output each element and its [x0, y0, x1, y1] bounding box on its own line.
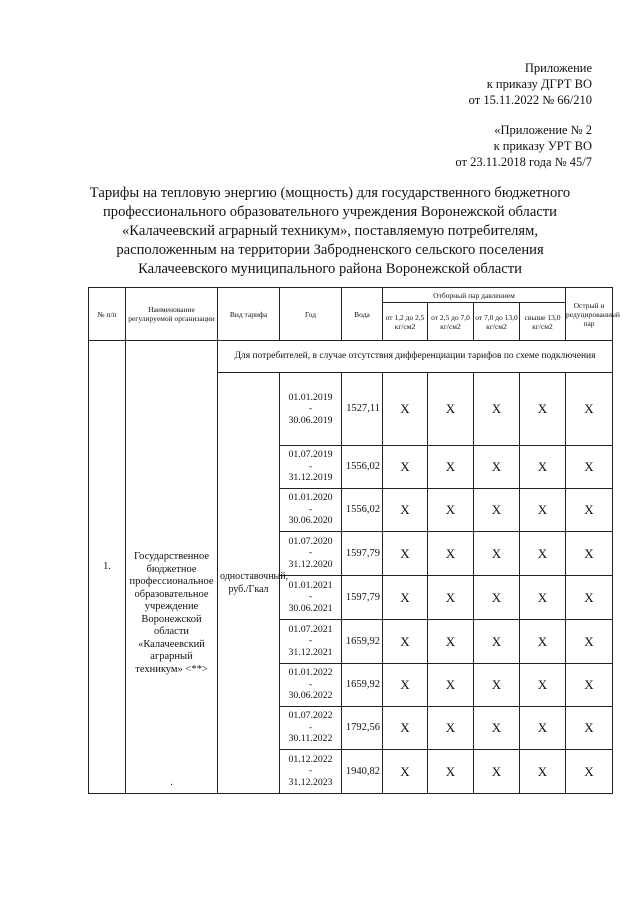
not-applicable-mark: Х — [566, 575, 613, 619]
not-applicable-mark: Х — [383, 706, 428, 749]
water-tariff-value: 1597,79 — [342, 575, 383, 619]
not-applicable-mark: Х — [428, 373, 474, 446]
header-pressure-2: от 2,5 до 7,0 кг/см2 — [428, 303, 474, 341]
not-applicable-mark: Х — [428, 619, 474, 663]
title-line-4: расположенным на территории Забродненского сельского поселения — [116, 242, 544, 258]
previous-appendix-line-3: от 23.11.2018 года № 45/7 — [455, 155, 592, 169]
period-from: 01.07.2019 — [288, 449, 333, 461]
period-to: 31.12.2019 — [288, 472, 333, 484]
period-cell — [280, 373, 342, 446]
not-applicable-mark: Х — [566, 619, 613, 663]
period-from: 01.07.2022 — [288, 710, 333, 722]
previous-appendix-header — [455, 122, 592, 170]
not-applicable-mark: Х — [520, 749, 566, 793]
period-to: 31.12.2021 — [288, 646, 333, 658]
not-applicable-mark: Х — [474, 531, 520, 575]
not-applicable-mark: Х — [566, 445, 613, 488]
not-applicable-mark: Х — [428, 531, 474, 575]
document-title — [70, 184, 590, 279]
title-line-5: Калачеевского муниципального района Воронежской области — [138, 261, 522, 277]
header-organization: Наименование регулируемой организации — [126, 288, 218, 341]
period-cell — [280, 531, 342, 575]
header-num: № п/п — [89, 288, 126, 341]
header-year: Год — [280, 288, 342, 341]
header-sharp-steam: Острый и редуцированный пар — [566, 288, 613, 341]
period-from: 01.01.2020 — [288, 492, 333, 504]
not-applicable-mark: Х — [520, 575, 566, 619]
period-from: 01.12.2022 — [288, 753, 333, 765]
water-tariff-value: 1527,11 — [342, 373, 383, 446]
stray-mark: · — [169, 780, 174, 791]
not-applicable-mark: Х — [566, 488, 613, 531]
period-from: 01.07.2021 — [288, 623, 333, 635]
not-applicable-mark: Х — [383, 531, 428, 575]
organization-name-text: Государственное бюджетное профессиональное образовательное учреждение Воронежской области «Калачеевский аграрный техникум» <**> — [129, 551, 214, 675]
not-applicable-mark: Х — [520, 445, 566, 488]
appendix-line-1: Приложение — [524, 61, 592, 75]
period-dash: - — [308, 635, 313, 647]
title-line-3: «Калачеевский аграрный техникум», поставляемую потребителям, — [121, 223, 538, 239]
organization-name — [126, 341, 218, 794]
header-pressure-4: свыше 13,0 кг/см2 — [520, 303, 566, 341]
not-applicable-mark: Х — [566, 531, 613, 575]
header-tariff-type: Вид тарифа — [218, 288, 280, 341]
period-to: 31.12.2020 — [288, 558, 333, 570]
appendix-header — [469, 60, 592, 108]
not-applicable-mark: Х — [566, 663, 613, 706]
water-tariff-value: 1792,56 — [342, 706, 383, 749]
period-from: 01.01.2019 — [288, 391, 333, 403]
period-cell — [280, 706, 342, 749]
period-dash: - — [308, 591, 313, 603]
period-dash: - — [308, 403, 313, 414]
title-line-1: Тарифы на тепловую энергию (мощность) для государственного бюджетного — [89, 185, 571, 201]
period-from: 01.01.2022 — [288, 667, 333, 679]
not-applicable-mark: Х — [383, 445, 428, 488]
consumer-subheader: Для потребителей, в случае отсутствия дифференциации тарифов по схеме подключения — [218, 341, 613, 373]
period-cell — [280, 445, 342, 488]
not-applicable-mark: Х — [383, 663, 428, 706]
period-to: 30.06.2021 — [288, 602, 333, 614]
not-applicable-mark: Х — [474, 706, 520, 749]
not-applicable-mark: Х — [474, 619, 520, 663]
period-cell — [280, 663, 342, 706]
title-line-2: профессионального образовательного учреждения Воронежской области — [102, 204, 557, 220]
period-to: 30.06.2022 — [288, 690, 333, 702]
period-dash: - — [308, 503, 313, 515]
period-to: 30.06.2019 — [288, 414, 333, 426]
not-applicable-mark: Х — [474, 488, 520, 531]
not-applicable-mark: Х — [383, 373, 428, 446]
period-dash: - — [308, 678, 313, 690]
not-applicable-mark: Х — [383, 575, 428, 619]
not-applicable-mark: Х — [428, 445, 474, 488]
header-pressure-3: от 7,0 до 13,0 кг/см2 — [474, 303, 520, 341]
not-applicable-mark: Х — [520, 663, 566, 706]
not-applicable-mark: Х — [428, 706, 474, 749]
not-applicable-mark: Х — [474, 663, 520, 706]
period-cell — [280, 749, 342, 793]
not-applicable-mark: Х — [566, 749, 613, 793]
header-water: Вода — [342, 288, 383, 341]
not-applicable-mark: Х — [474, 445, 520, 488]
water-tariff-value: 1597,79 — [342, 531, 383, 575]
period-cell — [280, 619, 342, 663]
not-applicable-mark: Х — [383, 619, 428, 663]
tariff-type-cell: одноставочный, руб./Гкал — [218, 373, 280, 794]
appendix-line-2: к приказу ДГРТ ВО — [486, 77, 592, 91]
not-applicable-mark: Х — [520, 531, 566, 575]
water-tariff-value: 1556,02 — [342, 488, 383, 531]
not-applicable-mark: Х — [520, 373, 566, 446]
period-cell — [280, 488, 342, 531]
period-from: 01.01.2021 — [288, 579, 333, 591]
not-applicable-mark: Х — [566, 706, 613, 749]
period-dash: - — [308, 765, 313, 777]
not-applicable-mark: Х — [428, 749, 474, 793]
water-tariff-value: 1659,92 — [342, 619, 383, 663]
water-tariff-value: 1659,92 — [342, 663, 383, 706]
water-tariff-value: 1940,82 — [342, 749, 383, 793]
period-to: 30.11.2022 — [288, 733, 333, 745]
previous-appendix-line-2: к приказу УРТ ВО — [493, 139, 592, 153]
not-applicable-mark: Х — [383, 749, 428, 793]
not-applicable-mark: Х — [566, 373, 613, 446]
header-pressure-1: от 1,2 до 2,5 кг/см2 — [383, 303, 428, 341]
water-tariff-value: 1556,02 — [342, 445, 383, 488]
not-applicable-mark: Х — [520, 619, 566, 663]
header-steam-group: Отборный пар давлением — [383, 288, 566, 303]
period-to: 30.06.2020 — [288, 515, 333, 527]
tariff-table — [88, 287, 620, 794]
not-applicable-mark: Х — [428, 488, 474, 531]
not-applicable-mark: Х — [520, 488, 566, 531]
appendix-line-3: от 15.11.2022 № 66/210 — [468, 93, 592, 107]
period-from: 01.07.2020 — [288, 535, 333, 547]
period-dash: - — [308, 721, 313, 733]
not-applicable-mark: Х — [520, 706, 566, 749]
not-applicable-mark: Х — [474, 749, 520, 793]
previous-appendix-line-1: «Приложение № 2 — [494, 123, 592, 137]
not-applicable-mark: Х — [474, 575, 520, 619]
period-dash: - — [308, 547, 313, 559]
not-applicable-mark: Х — [428, 663, 474, 706]
row-number: 1. — [89, 341, 126, 794]
not-applicable-mark: Х — [383, 488, 428, 531]
period-cell — [280, 575, 342, 619]
period-dash: - — [308, 460, 313, 472]
period-to: 31.12.2023 — [288, 776, 333, 788]
not-applicable-mark: Х — [474, 373, 520, 446]
not-applicable-mark: Х — [428, 575, 474, 619]
